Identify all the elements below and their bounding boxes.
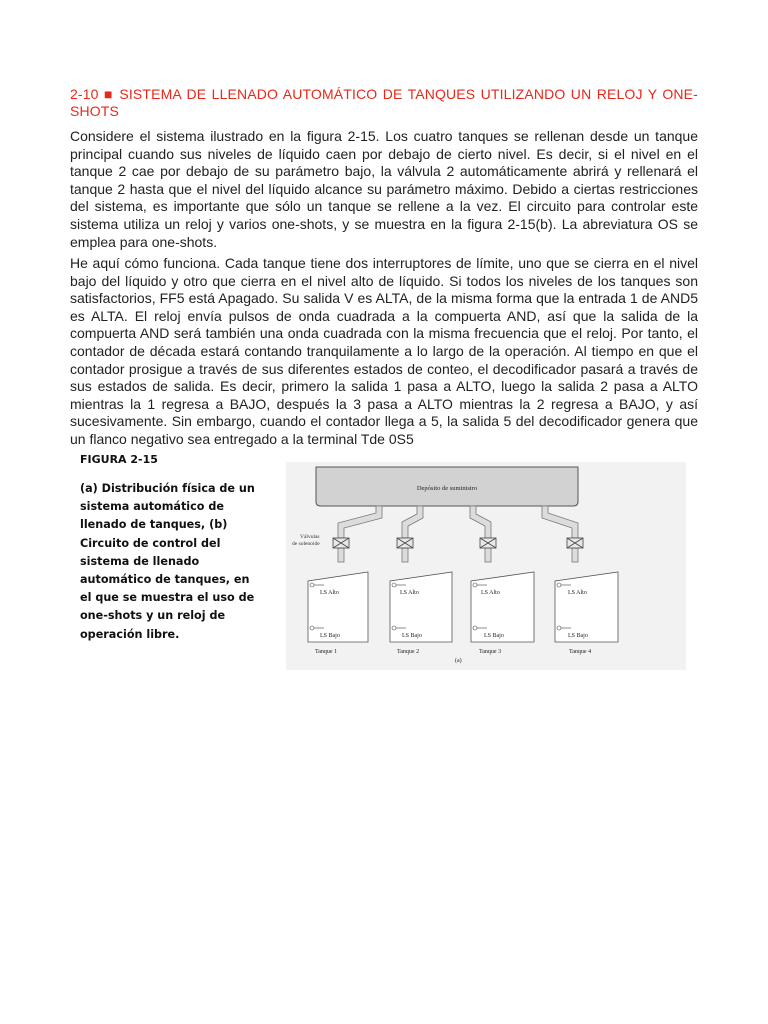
- tank-4-label: Tanque 4: [569, 649, 592, 655]
- valve-4-icon: [567, 538, 583, 548]
- valve-2-icon: [397, 538, 413, 548]
- figure-title: FIGURA 2-15: [80, 453, 158, 466]
- tank-3-high-switch-label: LS Alto: [481, 590, 500, 596]
- valve-1-icon: [333, 538, 349, 548]
- valves-label-line1: Válvulas: [300, 534, 320, 540]
- tank-1-label: Tanque 1: [315, 649, 338, 655]
- valves-label-line2: de solenoide: [292, 541, 320, 547]
- tank-1-high-switch-label: LS Alto: [320, 590, 339, 596]
- figure-panel-label: (a): [455, 658, 462, 664]
- tank-3-label: Tanque 3: [479, 649, 502, 655]
- tank-1-low-switch-label: LS Bajo: [320, 633, 340, 639]
- tank-2-label: Tanque 2: [397, 649, 420, 655]
- tank-2-low-switch-label: LS Bajo: [402, 633, 422, 639]
- tank-2-high-switch-label: LS Alto: [400, 590, 419, 596]
- valve-3-icon: [480, 538, 496, 548]
- tank-4-high-switch-label: LS Alto: [568, 590, 587, 596]
- tank-4-low-switch-label: LS Bajo: [568, 633, 588, 639]
- tank-3-low-switch-label: LS Bajo: [484, 633, 504, 639]
- supply-tank-label: Depósito de suministro: [416, 485, 478, 492]
- figure-caption: (a) Distribución física de un sistema automático de llenado de tanques, (b) Circuito de control del sistema de llenado automático de tanques, en el que se muestra el uso de one-shots y un reloj de operación libre.: [80, 482, 255, 641]
- tank-system-diagram: [286, 462, 686, 670]
- section-heading: 2-10 ■ SISTEMA DE LLENADO AUTOMÁTICO DE TANQUES UTILIZANDO UN RELOJ Y ONE-SHOTS: [70, 86, 698, 119]
- body-paragraph-1: Considere el sistema ilustrado en la figura 2-15. Los cuatro tanques se rellenan desde un tanque principal cuando sus niveles de líquido caen por debajo de cierto nivel. Es decir, si el nivel en el tanque 2 cae por debajo de su parámetro bajo, la válvula 2 automáticamente abrirá y rellenará el tanque 2 hasta que el nivel del líquido alcance su parámetro máximo. Debido a ciertas restricciones del sistema, es importante que sólo un tanque se rellene a la vez. El circuito para controlar este sistema utiliza un reloj y varios one-shots, y se muestra en la figura 2-15(b). La abreviatura OS se emplea para one-shots.: [70, 128, 698, 250]
- body-paragraph-2: He aquí cómo funciona. Cada tanque tiene dos interruptores de límite, uno que se cierra en el nivel bajo del líquido y otro que cierra en el nivel alto de líquido. Si todos los niveles de los tanques son satisfactorios, FF5 está Apagado. Su salida V es ALTA, de la misma forma que la entrada 1 de AND5 es ALTA. El reloj envía pulsos de onda cuadrada a la compuerta AND, así que la salida de la compuerta AND será también una onda cuadrada con la misma frecuencia que el reloj. Por tanto, el contador de década estará contando tranquilamente a lo largo de la operación. Al tiempo en que el contador prosigue a través de sus diferentes estados de conteo, el decodificador pasará a través de sus estados de salida. Es decir, primero la salida 1 pasa a ALTO, luego la salida 2 pasa a ALTO mientras la 1 regresa a BAJO, después la 3 pasa a ALTO mientras la 2 regresa a BAJO, y así sucesivamente. Sin embargo, cuando el contador llega a 5, la salida 5 del decodificador genera que un flanco negativo sea entregado a la terminal Tde 0S5: [70, 255, 698, 447]
